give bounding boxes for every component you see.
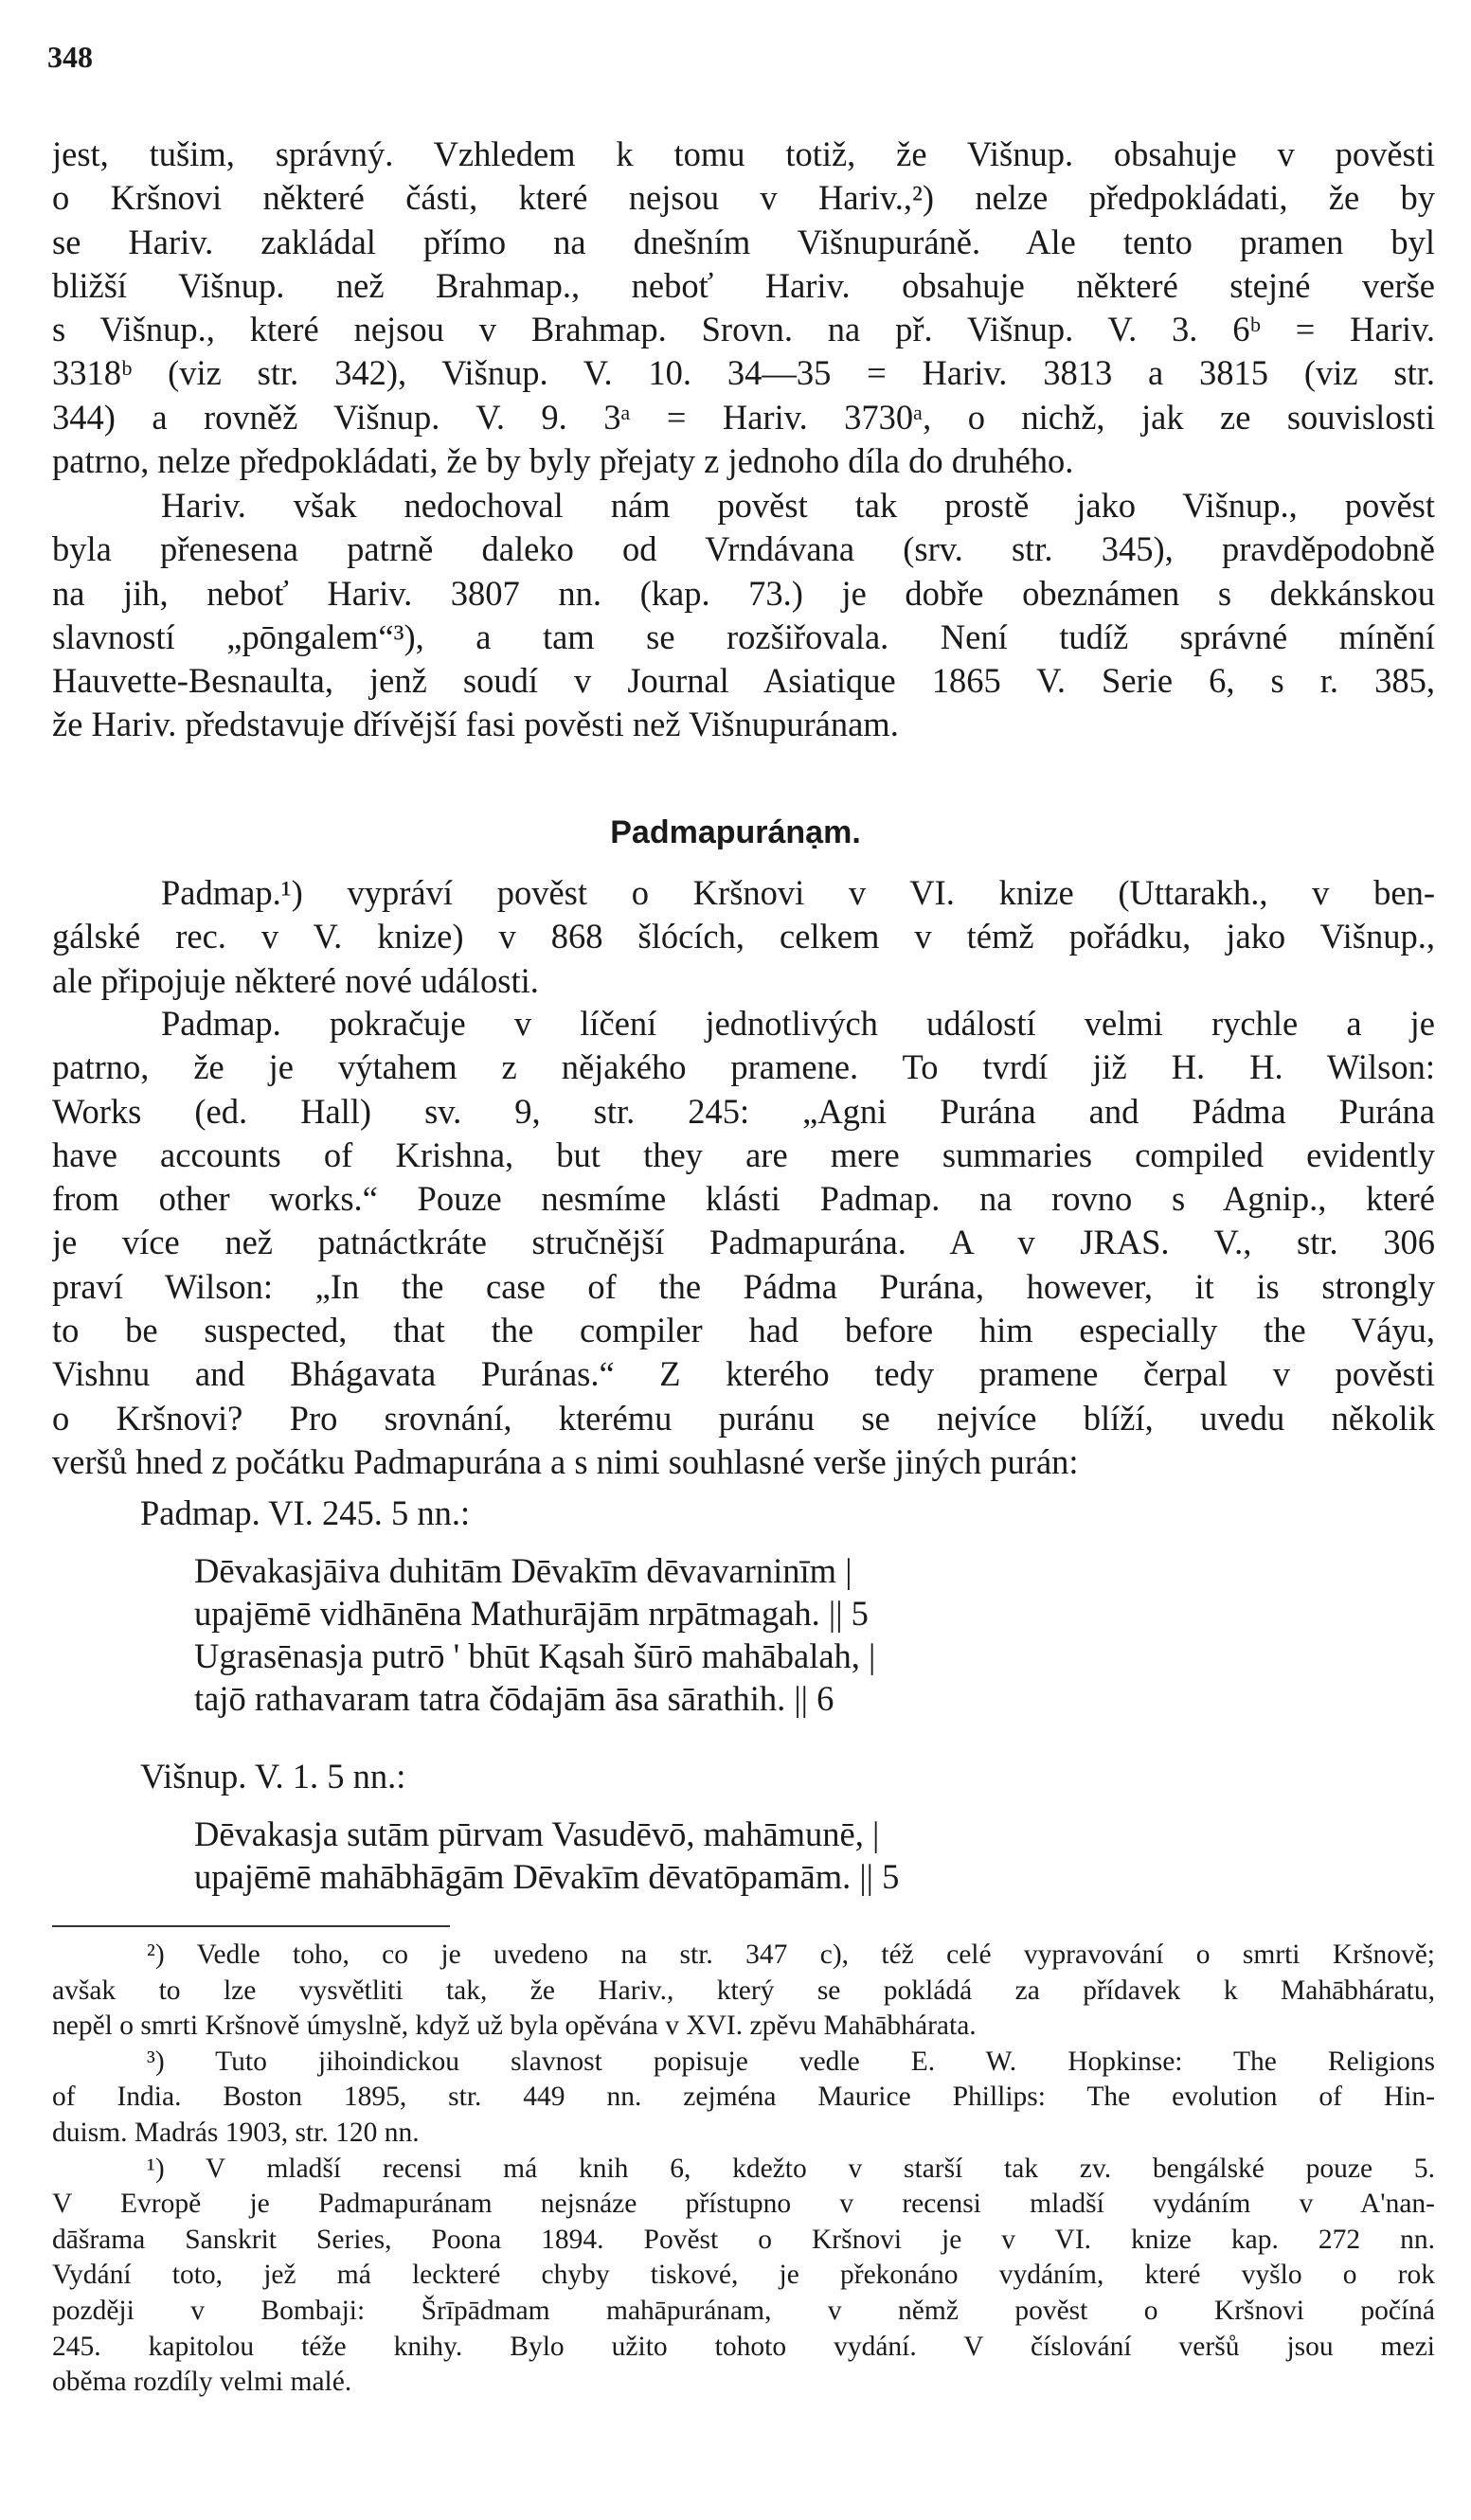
text-line: veršů hned z počátku Padmapurána a s nimi souhlasné verše jiných purán: xyxy=(52,1441,1079,1481)
footnote-line: oběma rozdíly velmi malé. xyxy=(52,2367,352,2398)
text-line: je více než patnáctkráte stručnější Padmapurána. A v JRAS. V., str. 306 xyxy=(52,1223,1435,1262)
footnote-divider xyxy=(52,1925,450,1927)
text-line: upajēmē mahābhāgām Dēvakīm dēvatōpamām. || 5 xyxy=(194,1857,900,1896)
text-line: 344) a rovněž Višnup. V. 9. 3ᵃ = Hariv. 3730ᵃ, o nichž, jak ze souvislosti xyxy=(52,397,1435,437)
footnote-line: ¹) V mladší recensi má knih 6, kdežto v starší tak zv. bengálské pouze 5. xyxy=(147,2153,1435,2184)
text-line: s Višnup., které nejsou v Brahmap. Srovn. na př. Višnup. V. 3. 6ᵇ = Hariv. xyxy=(52,310,1435,349)
text-line: že Hariv. představuje dřívější fasi pověsti než Višnupuránam. xyxy=(52,705,899,744)
text-line: patrno, nelze předpokládati, že by byly přejaty z jednoho díla do druhého. xyxy=(52,441,1074,481)
paragraph-4 xyxy=(52,1002,1435,1484)
paragraph-1 xyxy=(52,133,1435,483)
text-line: na jih, neboť Hariv. 3807 nn. (kap. 73.) je dobře obeznámen s dekkánskou xyxy=(52,573,1435,613)
text-line: Padmap. pokračuje v líčení jednotlivých událostí velmi rychle a je xyxy=(161,1004,1435,1043)
text-line: Vishnu and Bhágavata Puránas.“ Z kterého tedy pramene čerpal v pověsti xyxy=(52,1354,1435,1394)
footnote-line: nepěl o smrti Kršnově úmyslně, když už byla opěvána v XVI. zpěvu Mahābhárata. xyxy=(52,2011,977,2042)
text-line: ale připojuje některé nové události. xyxy=(52,960,539,1000)
footnote-line: duism. Madrás 1903, str. 120 nn. xyxy=(52,2117,420,2148)
text-line: byla přenesena patrně daleko od Vrndávana (srv. str. 345), pravděpodobně xyxy=(52,529,1435,569)
text-line: bližší Višnup. než Brahmap., neboť Hariv. obsahuje některé stejné verše xyxy=(52,265,1435,305)
text-line: upajēmē vidhānēna Mathurājām nrpātmagah. || 5 xyxy=(194,1594,869,1633)
footnote-line: of India. Boston 1895, str. 449 nn. zejména Maurice Phillips: The evolution of Hin- xyxy=(52,2082,1435,2113)
text-line: tajō rathavaram tatra čōdajām āsa sārathih. || 6 xyxy=(194,1679,834,1718)
text-line: Padmap.¹) vypráví pověst o Kršnovi v VI. knize (Uttarakh., v ben- xyxy=(161,873,1435,912)
footnote-line: Vydání toto, jež má leckteré chyby tiskové, je překonáno vydáním, které vyšlo o rok xyxy=(52,2260,1435,2291)
footnotes xyxy=(52,1938,1435,2401)
text-line: patrno, že je výtahem z nějakého pramene. To tvrdí již H. H. Wilson: xyxy=(52,1047,1435,1087)
text-line: Ugrasēnasja putrō ' bhūt Kąsah šūrō mahābalah, | xyxy=(194,1636,876,1675)
text-line: to be suspected, that the compiler had before him especially the Váyu, xyxy=(52,1311,1435,1350)
verse-block-padmap xyxy=(194,1549,875,1720)
footnote-line: ³) Tuto jihoindickou slavnost popisuje vedle E. W. Hopkinse: The Religions xyxy=(147,2046,1435,2077)
text-line: praví Wilson: „In the case of the Pádma Purána, however, it is strongly xyxy=(52,1266,1435,1306)
text-line: 3318ᵇ (viz str. 342), Višnup. V. 10. 34—35 = Hariv. 3813 a 3815 (viz str. xyxy=(52,353,1435,393)
text-line: o Kršnovi některé části, které nejsou v Hariv.,²) nelze předpokládati, že by xyxy=(52,178,1435,218)
footnote-line: V Evropě je Padmapuránam nejsnáze přístupno v recensi mladší vydáním v A'nan- xyxy=(52,2189,1435,2220)
text-line: jest, tušim, správný. Vzhledem k tomu totiž, že Višnup. obsahuje v pověsti xyxy=(52,134,1435,173)
verse-block-visnup xyxy=(194,1813,899,1898)
paragraph-3 xyxy=(52,871,1435,1003)
text-line: from other works.“ Pouze nesmíme klásti Padmap. na rovno s Agnip., které xyxy=(52,1179,1435,1219)
verse-intro-padmap: Padmap. VI. 245. 5 nn.: xyxy=(140,1493,471,1532)
paragraph-2 xyxy=(52,484,1435,747)
text-line: o Kršnovi? Pro srovnání, kterému puránu se nejvíce blíží, uvedu několik xyxy=(52,1398,1435,1438)
text-line: Works (ed. Hall) sv. 9, str. 245: „Agni Purána and Pádma Purána xyxy=(52,1091,1435,1131)
page-number: 348 xyxy=(47,40,93,74)
footnote-line: později v Bombaji: Šrīpādmam mahāpuránam, v němž pověst o Kršnovi počíná xyxy=(52,2295,1435,2326)
text-line: have accounts of Krishna, but they are mere summaries compiled evidently xyxy=(52,1135,1435,1174)
footnote-line: dāšrama Sanskrit Series, Poona 1894. Pověst o Kršnovi je v VI. knize kap. 272 nn. xyxy=(52,2224,1435,2255)
footnote-line: 245. kapitolou téže knihy. Bylo užito tohoto vydání. V číslování veršů jsou mezi xyxy=(52,2331,1435,2362)
footnote-line: ²) Vedle toho, co je uvedeno na str. 347 c), též celé vypravování o smrti Kršnově; xyxy=(147,1939,1435,1970)
text-line: Hauvette-Besnaulta, jenž soudí v Journal Asiatique 1865 V. Serie 6, s r. 385, xyxy=(52,661,1435,701)
verse-intro-visnup: Višnup. V. 1. 5 nn.: xyxy=(140,1757,406,1796)
text-line: Dēvakasjāiva duhitām Dēvakīm dēvavarninīm | xyxy=(194,1551,852,1590)
text-line: se Hariv. zakládal přímo na dnešním Višnupuráně. Ale tento pramen byl xyxy=(52,222,1435,261)
text-line: slavností „pōngalem“³), a tam se rozšiřovala. Není tudíž správné mínění xyxy=(52,617,1435,656)
section-heading: Padmapuránạm. xyxy=(610,814,861,850)
text-line: Hariv. však nedochoval nám pověst tak prostě jako Višnup., pověst xyxy=(161,486,1435,525)
footnote-line: avšak to lze vysvětliti tak, že Hariv., který se pokládá za přídavek k Mahābháratu, xyxy=(52,1975,1435,2006)
text-line: Dēvakasja sutām pūrvam Vasudēvō, mahāmunē, | xyxy=(194,1814,880,1853)
text-line: gálské rec. v V. knize) v 868 šlócích, celkem v témž pořádku, jako Višnup., xyxy=(52,917,1435,956)
